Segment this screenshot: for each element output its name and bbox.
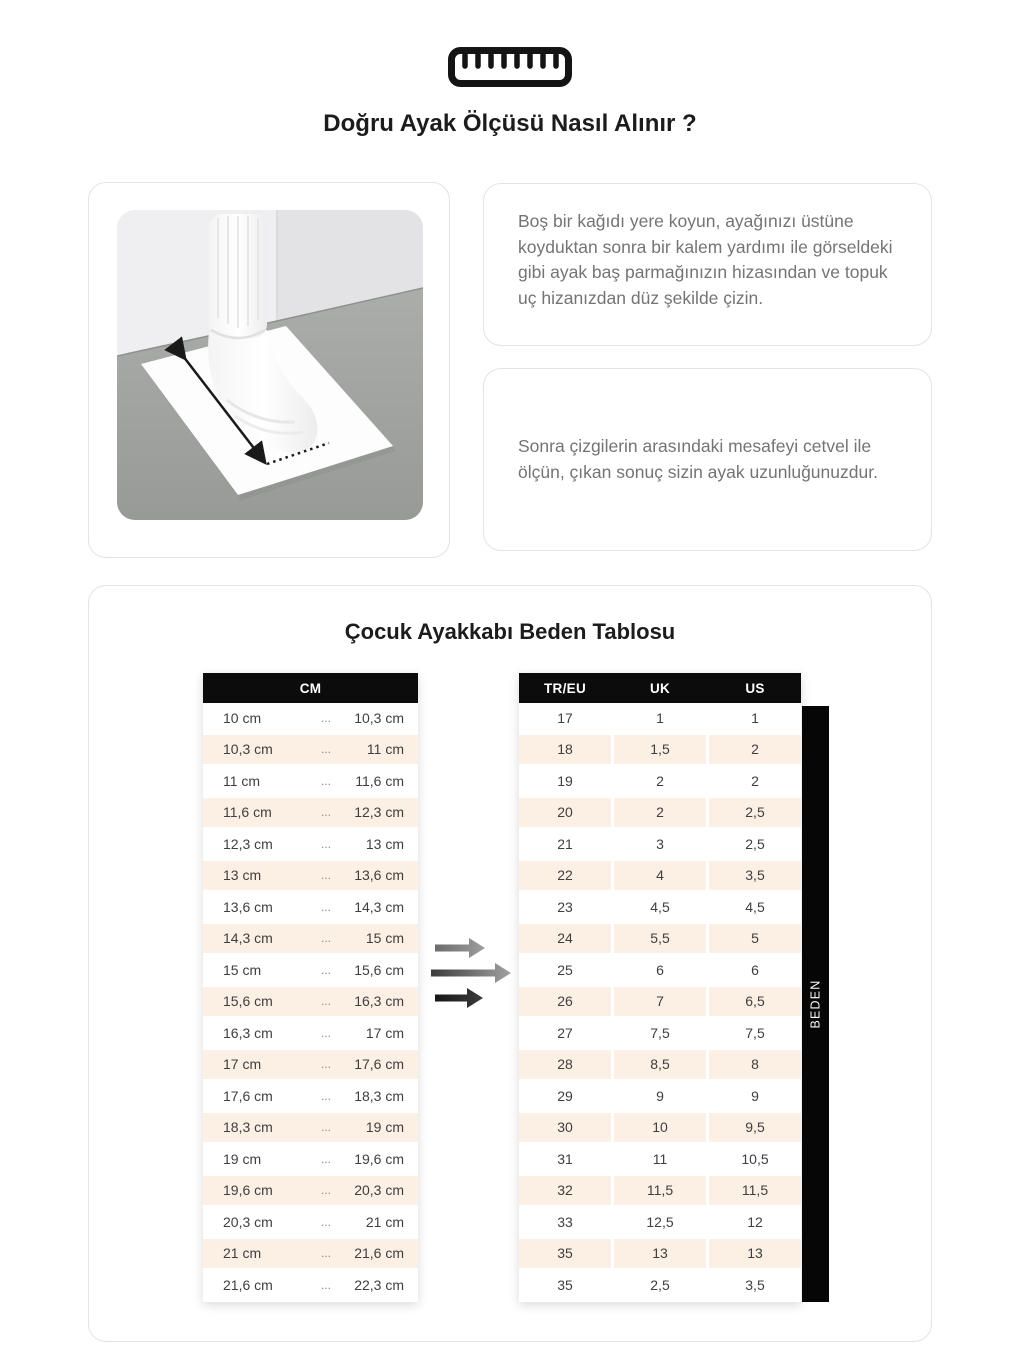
- eu-size-value: 35: [519, 1239, 611, 1269]
- uk-size-value: 10: [614, 1113, 706, 1143]
- cm-min-value: 19 cm: [223, 1150, 262, 1167]
- size-table-row: [519, 861, 801, 893]
- size-table-header: [519, 673, 801, 703]
- uk-size-value: 3: [614, 829, 706, 859]
- cm-max-value: 22,3 cm: [354, 1276, 404, 1293]
- cm-max-value: 11,6 cm: [355, 772, 404, 789]
- cm-min-value: 21 cm: [223, 1245, 262, 1262]
- range-separator-dots: ...: [320, 994, 331, 1009]
- shoe-size-table: [519, 673, 801, 1302]
- cm-min-value: 13,6 cm: [223, 898, 273, 915]
- cm-range-table: [203, 673, 418, 1302]
- eu-size-value: 35: [519, 1270, 611, 1300]
- instruction-step2-text: Sonra çizgilerin arasındaki mesafeyi cetvel ile ölçün, çıkan sonuç sizin ayak uzunluğunuzdur.: [518, 436, 878, 482]
- cm-min-value: 12,3 cm: [223, 835, 273, 852]
- cm-range-row: [203, 1176, 418, 1208]
- us-size-value: 3,5: [709, 1270, 801, 1300]
- eu-size-value: 26: [519, 987, 611, 1017]
- size-table-body: [519, 703, 801, 1302]
- uk-size-value: 6: [614, 955, 706, 985]
- range-separator-dots: ...: [320, 931, 331, 946]
- cm-range-row: [203, 987, 418, 1019]
- us-size-value: 9,5: [709, 1113, 801, 1143]
- range-separator-dots: ...: [320, 1057, 331, 1072]
- size-table-row: [519, 735, 801, 767]
- eu-size-value: 30: [519, 1113, 611, 1143]
- uk-size-value: 13: [614, 1239, 706, 1269]
- cm-min-value: 17,6 cm: [223, 1087, 273, 1104]
- cm-range-row: [203, 1113, 418, 1145]
- range-separator-dots: ...: [320, 742, 331, 757]
- size-table-row: [519, 798, 801, 830]
- size-table-row: [519, 987, 801, 1019]
- size-table-row: [519, 1270, 801, 1302]
- size-table-row: [519, 924, 801, 956]
- cm-max-value: 14,3 cm: [354, 898, 404, 915]
- beden-side-bar: [802, 706, 829, 1302]
- size-table-row: [519, 703, 801, 735]
- cm-range-row: [203, 1081, 418, 1113]
- cm-max-value: 21,6 cm: [354, 1245, 404, 1262]
- eu-size-value: 23: [519, 892, 611, 922]
- cm-min-value: 19,6 cm: [223, 1182, 273, 1199]
- uk-size-value: 1,5: [614, 735, 706, 765]
- range-separator-dots: ...: [320, 962, 331, 977]
- ruler-icon: [0, 46, 1020, 88]
- uk-size-value: 5,5: [614, 924, 706, 954]
- cm-min-value: 10 cm: [223, 709, 262, 726]
- uk-size-value: 12,5: [614, 1207, 706, 1237]
- uk-header-label: UK: [649, 680, 671, 696]
- eu-size-value: 31: [519, 1144, 611, 1174]
- range-separator-dots: ...: [320, 899, 331, 914]
- cm-min-value: 15,6 cm: [223, 993, 273, 1010]
- size-table-row: [519, 1050, 801, 1082]
- cm-max-value: 15,6 cm: [354, 961, 404, 978]
- cm-range-row: [203, 798, 418, 830]
- uk-size-value: 2: [614, 798, 706, 828]
- cm-max-value: 13,6 cm: [354, 867, 404, 884]
- us-size-value: 1: [709, 703, 801, 733]
- cm-min-value: 14,3 cm: [223, 930, 273, 947]
- uk-size-value: 8,5: [614, 1050, 706, 1080]
- uk-size-value: 7,5: [614, 1018, 706, 1048]
- instruction-step2-card: [483, 368, 932, 551]
- cm-range-row: [203, 892, 418, 924]
- eu-size-value: 25: [519, 955, 611, 985]
- size-table-row: [519, 1113, 801, 1145]
- range-separator-dots: ...: [320, 805, 331, 820]
- cm-min-value: 21,6 cm: [223, 1276, 273, 1293]
- us-size-value: 13: [709, 1239, 801, 1269]
- uk-size-value: 2,5: [614, 1270, 706, 1300]
- cm-max-value: 20,3 cm: [354, 1182, 404, 1199]
- range-separator-dots: ...: [320, 836, 331, 851]
- range-separator-dots: ...: [320, 1088, 331, 1103]
- cm-min-value: 10,3 cm: [223, 741, 273, 758]
- us-size-value: 2,5: [709, 798, 801, 828]
- cm-min-value: 11 cm: [223, 772, 261, 789]
- instruction-step1-text: Boş bir kağıdı yere koyun, ayağınızı üstüne koyduktan sonra bir kalem yardımı ile görseldeki gibi ayak baş parmağınızın hizasından ve topuk uç hizanızdan düz şekilde çizin.: [518, 211, 893, 308]
- eu-size-value: 24: [519, 924, 611, 954]
- eu-header-label: TR/EU: [544, 680, 586, 696]
- eu-size-value: 22: [519, 861, 611, 891]
- uk-size-value: 4: [614, 861, 706, 891]
- us-size-value: 3,5: [709, 861, 801, 891]
- cm-range-row: [203, 829, 418, 861]
- eu-size-value: 18: [519, 735, 611, 765]
- us-size-value: 2,5: [709, 829, 801, 859]
- cm-range-row: [203, 1050, 418, 1082]
- us-size-value: 6: [709, 955, 801, 985]
- uk-size-value: 4,5: [614, 892, 706, 922]
- size-table-row: [519, 1239, 801, 1271]
- eu-size-value: 29: [519, 1081, 611, 1111]
- cm-max-value: 19 cm: [365, 1119, 404, 1136]
- cm-max-value: 19,6 cm: [354, 1150, 404, 1167]
- us-size-value: 5: [709, 924, 801, 954]
- size-table-row: [519, 766, 801, 798]
- uk-size-value: 11: [614, 1144, 706, 1174]
- eu-size-value: 17: [519, 703, 611, 733]
- range-separator-dots: ...: [320, 1214, 331, 1229]
- size-table-row: [519, 955, 801, 987]
- cm-min-value: 17 cm: [223, 1056, 262, 1073]
- cm-range-row: [203, 1144, 418, 1176]
- us-header-label: US: [745, 680, 765, 696]
- cm-range-row: [203, 1270, 418, 1302]
- eu-size-value: 20: [519, 798, 611, 828]
- cm-max-value: 18,3 cm: [354, 1087, 404, 1104]
- page-title: Doğru Ayak Ölçüsü Nasıl Alınır ?: [323, 110, 697, 137]
- cm-range-row: [203, 955, 418, 987]
- us-size-value: 10,5: [709, 1144, 801, 1174]
- cm-max-value: 16,3 cm: [354, 993, 404, 1010]
- cm-max-value: 17 cm: [365, 1024, 404, 1041]
- size-table-row: [519, 1081, 801, 1113]
- size-table-row: [519, 892, 801, 924]
- uk-size-value: 2: [614, 766, 706, 796]
- eu-size-value: 32: [519, 1176, 611, 1206]
- uk-size-value: 1: [614, 703, 706, 733]
- size-table-card: [88, 585, 932, 1342]
- range-separator-dots: ...: [320, 1151, 331, 1166]
- range-separator-dots: ...: [320, 1277, 331, 1292]
- cm-max-value: 12,3 cm: [354, 804, 404, 821]
- cm-min-value: 18,3 cm: [223, 1119, 273, 1136]
- us-size-value: 11,5: [709, 1176, 801, 1206]
- three-right-arrows-icon: [427, 936, 519, 1015]
- cm-max-value: 11 cm: [366, 741, 404, 758]
- cm-range-row: [203, 1207, 418, 1239]
- range-separator-dots: ...: [320, 1120, 331, 1135]
- range-separator-dots: ...: [320, 868, 331, 883]
- cm-table-body: [203, 703, 418, 1302]
- beden-label: BEDEN: [808, 979, 823, 1029]
- uk-size-value: 7: [614, 987, 706, 1017]
- range-separator-dots: ...: [320, 1183, 331, 1198]
- size-table-row: [519, 829, 801, 861]
- foot-measure-photo-card: [88, 182, 450, 558]
- cm-min-value: 16,3 cm: [223, 1024, 273, 1041]
- size-table-title: Çocuk Ayakkabı Beden Tablosu: [344, 619, 676, 644]
- us-size-value: 12: [709, 1207, 801, 1237]
- cm-max-value: 10,3 cm: [354, 709, 404, 726]
- us-size-value: 7,5: [709, 1018, 801, 1048]
- cm-header-label: CM: [299, 680, 322, 696]
- uk-size-value: 9: [614, 1081, 706, 1111]
- eu-size-value: 33: [519, 1207, 611, 1237]
- cm-max-value: 15 cm: [365, 930, 404, 947]
- cm-range-row: [203, 924, 418, 956]
- us-size-value: 4,5: [709, 892, 801, 922]
- eu-size-value: 28: [519, 1050, 611, 1080]
- size-table-row: [519, 1207, 801, 1239]
- us-size-value: 9: [709, 1081, 801, 1111]
- instruction-step1-card: [483, 183, 932, 346]
- cm-max-value: 13 cm: [365, 835, 404, 852]
- cm-min-value: 20,3 cm: [223, 1213, 273, 1230]
- range-separator-dots: ...: [320, 773, 331, 788]
- eu-size-value: 21: [519, 829, 611, 859]
- us-size-value: 8: [709, 1050, 801, 1080]
- cm-min-value: 11,6 cm: [223, 804, 272, 821]
- range-separator-dots: ...: [320, 710, 331, 725]
- range-separator-dots: ...: [320, 1025, 331, 1040]
- eu-size-value: 19: [519, 766, 611, 796]
- range-separator-dots: ...: [320, 1246, 331, 1261]
- size-table-row: [519, 1144, 801, 1176]
- us-size-value: 2: [709, 735, 801, 765]
- cm-max-value: 17,6 cm: [354, 1056, 404, 1073]
- cm-table-header: [203, 673, 418, 703]
- us-size-value: 6,5: [709, 987, 801, 1017]
- foot-on-paper-photo: [117, 210, 423, 520]
- size-table-row: [519, 1176, 801, 1208]
- cm-min-value: 13 cm: [223, 867, 262, 884]
- cm-range-row: [203, 703, 418, 735]
- cm-range-row: [203, 766, 418, 798]
- eu-size-value: 27: [519, 1018, 611, 1048]
- cm-max-value: 21 cm: [365, 1213, 404, 1230]
- cm-range-row: [203, 1239, 418, 1271]
- size-table-row: [519, 1018, 801, 1050]
- uk-size-value: 11,5: [614, 1176, 706, 1206]
- cm-range-row: [203, 735, 418, 767]
- cm-range-row: [203, 1018, 418, 1050]
- cm-range-row: [203, 861, 418, 893]
- us-size-value: 2: [709, 766, 801, 796]
- cm-min-value: 15 cm: [223, 961, 262, 978]
